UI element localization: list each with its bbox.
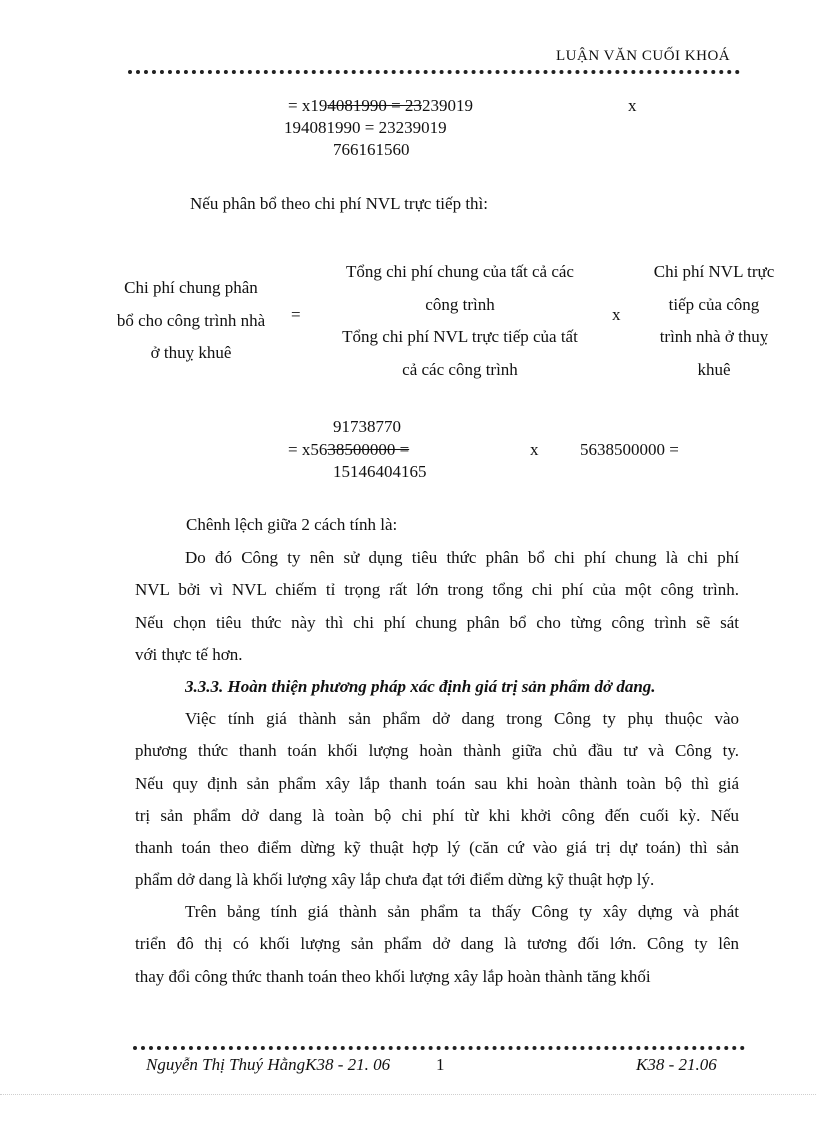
paragraph-line: NVL bởi vì NVL chiếm tỉ trọng rất lớn trong tổng chi phí của một công trình. <box>135 580 739 600</box>
header-dotted-rule <box>128 70 740 74</box>
formula-denominator-line: cả các công trình <box>402 359 518 379</box>
formula-right-line: tiếp của công <box>668 294 760 314</box>
paragraph-1 <box>135 542 739 671</box>
page-bottom-dotted-edge <box>0 1094 816 1095</box>
footer-page-number: 1 <box>436 1055 445 1074</box>
formula1-line2: 194081990 = 23239019 <box>284 118 447 137</box>
paragraph-line: thanh toán theo điểm dừng kỹ thuật hợp lý (căn cứ vào giá trị dự toán) thì sản <box>135 838 739 858</box>
paragraph-line: Nếu chọn tiêu thức này thì chi phí chung phân bổ cho từng công trình sẽ sát <box>135 612 739 632</box>
formula1-line1 <box>288 96 473 116</box>
formula-numerator-line: công trình <box>425 294 495 314</box>
paragraph-line: triển đô thị có khối lượng sản phẩm dở dang là tương đối lớn. Công ty lên <box>135 934 739 954</box>
running-header-title: LUẬN VĂN CUỐI KHOÁ <box>556 48 731 64</box>
formula1-line1-suffix: 239019 <box>421 96 473 115</box>
formula2-multiply-sign: x <box>530 440 539 459</box>
formula1-line3: 766161560 <box>333 140 410 159</box>
formula-multiply-sign: x <box>612 305 621 324</box>
formula-left-line: ở thuỵ khuê <box>150 343 232 362</box>
section-heading: 3.3.3. Hoàn thiện phương pháp xác định giá trị sản phẩm dở dang. <box>185 677 656 696</box>
paragraph-line: với thực tế hơn. <box>135 644 243 664</box>
formula-right-line: Chi phí NVL trực <box>653 262 775 281</box>
paragraph-line: Việc tính giá thành sản phẩm dở dang trong Công ty phụ thuộc vào <box>185 709 739 728</box>
paragraph-line: Trên bảng tính giá thành sản phẩm ta thấy Công ty xây dựng và phát <box>185 902 739 921</box>
formula2-mid <box>288 440 409 460</box>
footer-dotted-rule <box>133 1046 745 1050</box>
formula-right-term <box>636 256 792 386</box>
footer-class-code: K38 - 21.06 <box>636 1055 717 1074</box>
formula-left-line: bổ cho công trình nhà <box>116 310 266 330</box>
paragraph-line: Do đó Công ty nên sử dụng tiêu thức phân bổ chi phí chung là chi phí <box>185 548 739 567</box>
footer-author: Nguyễn Thị Thuý HằngK38 - 21. 06 <box>146 1055 391 1074</box>
paragraph-3 <box>135 896 739 993</box>
formula-left-term <box>102 272 280 370</box>
paragraph-line: Nếu quy định sản phẩm xây lắp thanh toán sau khi hoàn thành toàn bộ thì giá <box>135 773 739 793</box>
formula-right-line: khuê <box>697 359 731 379</box>
formula2-mid-struck: 38500000 = <box>327 440 410 459</box>
formula-equals-sign: = <box>291 305 301 324</box>
formula2-top: 91738770 <box>333 417 401 436</box>
formula-right-line: trình nhà ở thuỵ <box>659 327 769 346</box>
formula2-mid-prefix: = x56 <box>288 440 328 459</box>
paragraph-line: phương thức thanh toán khối lượng hoàn thành giữa chủ đầu tư và Công ty. <box>135 741 739 761</box>
paragraph-line: phẩm dở dang là khối lượng xây lắp chưa đạt tới điểm dừng kỹ thuật hợp lý. <box>135 870 655 890</box>
formula-denominator-line: Tổng chi phí NVL trực tiếp của tất <box>342 327 578 346</box>
formula1-multiply-sign: x <box>628 96 637 115</box>
formula2-right: 5638500000 = <box>580 440 679 459</box>
paragraph-2 <box>135 703 739 897</box>
intro-line: Nếu phân bổ theo chi phí NVL trực tiếp thì: <box>190 194 488 213</box>
formula1-line1-struck: 4081990 = 23 <box>327 96 422 115</box>
formula-fraction <box>320 256 600 386</box>
difference-line: Chênh lệch giữa 2 cách tính là: <box>186 515 398 534</box>
paragraph-line: thay đổi công thức thanh toán theo khối lượng xây lắp hoàn thành tăng khối <box>135 966 651 986</box>
formula1-line1-prefix: = x19 <box>288 96 328 115</box>
formula-left-line: Chi phí chung phân <box>124 278 258 297</box>
paragraph-line: trị sản phẩm dở dang là toàn bộ chi phí từ khi khởi công đến cuối kỳ. Nếu <box>135 805 739 825</box>
formula2-bottom: 15146404165 <box>333 462 427 481</box>
formula-numerator-line: Tổng chi phí chung của tất cả các <box>346 262 574 281</box>
